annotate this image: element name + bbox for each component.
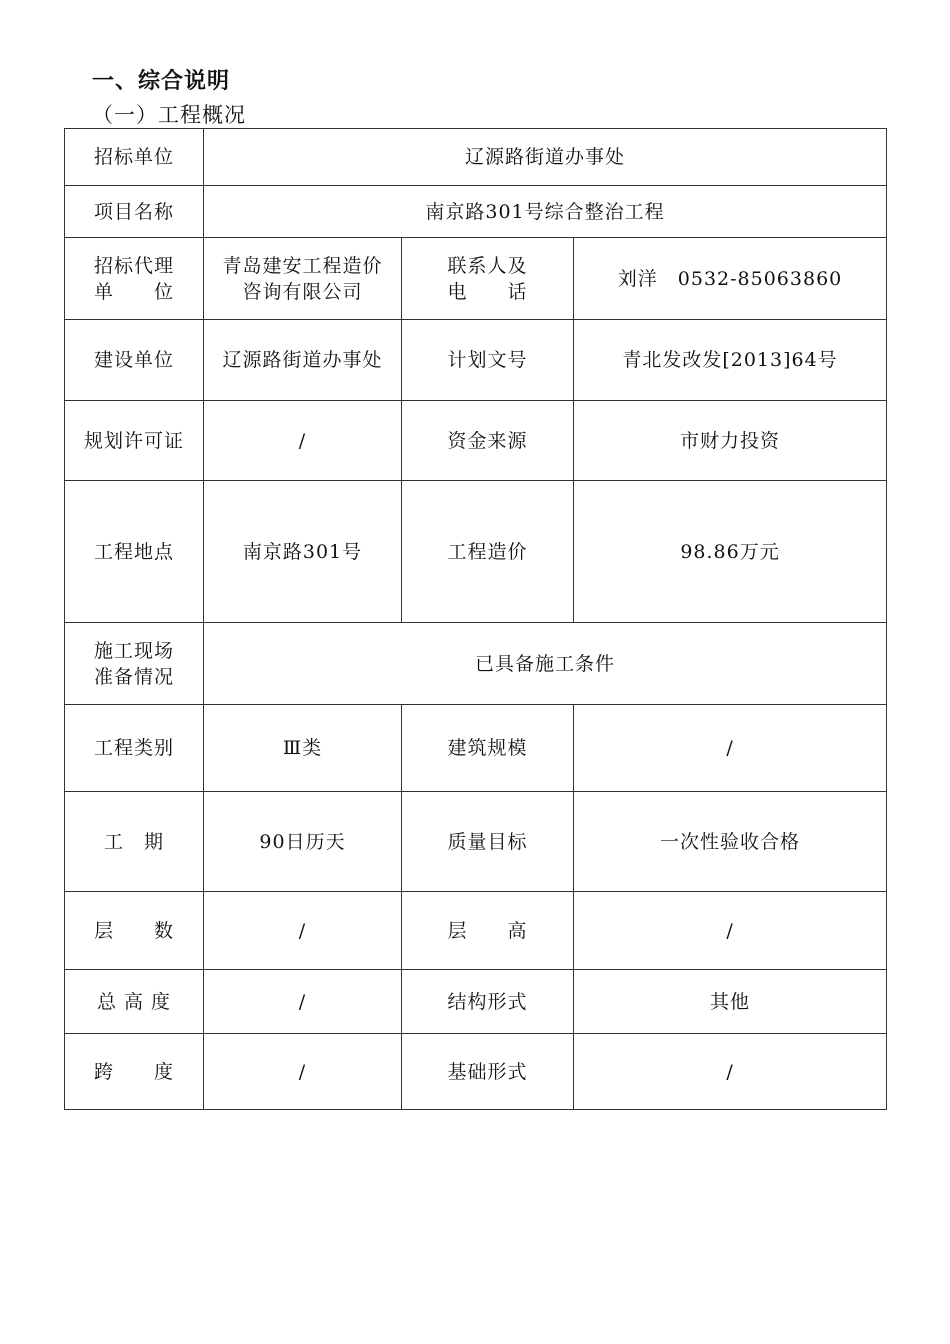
table-row <box>65 401 887 481</box>
location-value: 南京路301号 <box>204 481 402 623</box>
table-row <box>65 970 887 1034</box>
permit-label: 规划许可证 <box>65 401 204 481</box>
table-row <box>65 705 887 792</box>
tenderer-label: 招标单位 <box>65 129 204 186</box>
project-overview-table <box>64 128 887 1110</box>
funding-label: 资金来源 <box>402 401 574 481</box>
span-value: / <box>204 1034 402 1110</box>
permit-value: / <box>204 401 402 481</box>
cost-label: 工程造价 <box>402 481 574 623</box>
table-row <box>65 892 887 970</box>
quality-target-value: 一次性验收合格 <box>574 792 887 892</box>
table-row <box>65 186 887 238</box>
builder-value: 辽源路街道办事处 <box>204 320 402 401</box>
floors-value: / <box>204 892 402 970</box>
foundation-label: 基础形式 <box>402 1034 574 1110</box>
subsection-heading: （一）工程概况 <box>92 103 246 127</box>
category-label: 工程类别 <box>65 705 204 792</box>
contact-label: 联系人及 电 话 <box>402 238 574 320</box>
table-row <box>65 320 887 401</box>
floor-height-value: / <box>574 892 887 970</box>
total-height-label: 总 高 度 <box>65 970 204 1034</box>
site-readiness-value: 已具备施工条件 <box>204 623 887 705</box>
structure-label: 结构形式 <box>402 970 574 1034</box>
tenderer-value: 辽源路街道办事处 <box>204 129 887 186</box>
table-row <box>65 129 887 186</box>
location-label: 工程地点 <box>65 481 204 623</box>
table-row <box>65 623 887 705</box>
quality-target-label: 质量目标 <box>402 792 574 892</box>
table-row <box>65 481 887 623</box>
structure-value: 其他 <box>574 970 887 1034</box>
span-label: 跨 度 <box>65 1034 204 1110</box>
table-row <box>65 792 887 892</box>
building-scale-value: / <box>574 705 887 792</box>
contact-value: 刘洋 0532-85063860 <box>574 238 887 320</box>
section-heading: 一、综合说明 <box>92 69 231 94</box>
building-scale-label: 建筑规模 <box>402 705 574 792</box>
foundation-value: / <box>574 1034 887 1110</box>
agency-value: 青岛建安工程造价 咨询有限公司 <box>204 238 402 320</box>
duration-value: 90日历天 <box>204 792 402 892</box>
agency-label: 招标代理 单 位 <box>65 238 204 320</box>
builder-label: 建设单位 <box>65 320 204 401</box>
category-value: Ⅲ类 <box>204 705 402 792</box>
table-row <box>65 1034 887 1110</box>
funding-value: 市财力投资 <box>574 401 887 481</box>
cost-value: 98.86万元 <box>574 481 887 623</box>
total-height-value: / <box>204 970 402 1034</box>
floors-label: 层 数 <box>65 892 204 970</box>
floor-height-label: 层 高 <box>402 892 574 970</box>
plan-number-label: 计划文号 <box>402 320 574 401</box>
site-readiness-label: 施工现场 准备情况 <box>65 623 204 705</box>
table-row <box>65 238 887 320</box>
project-name-value: 南京路301号综合整治工程 <box>204 186 887 238</box>
plan-number-value: 青北发改发[2013]64号 <box>574 320 887 401</box>
duration-label: 工 期 <box>65 792 204 892</box>
project-name-label: 项目名称 <box>65 186 204 238</box>
